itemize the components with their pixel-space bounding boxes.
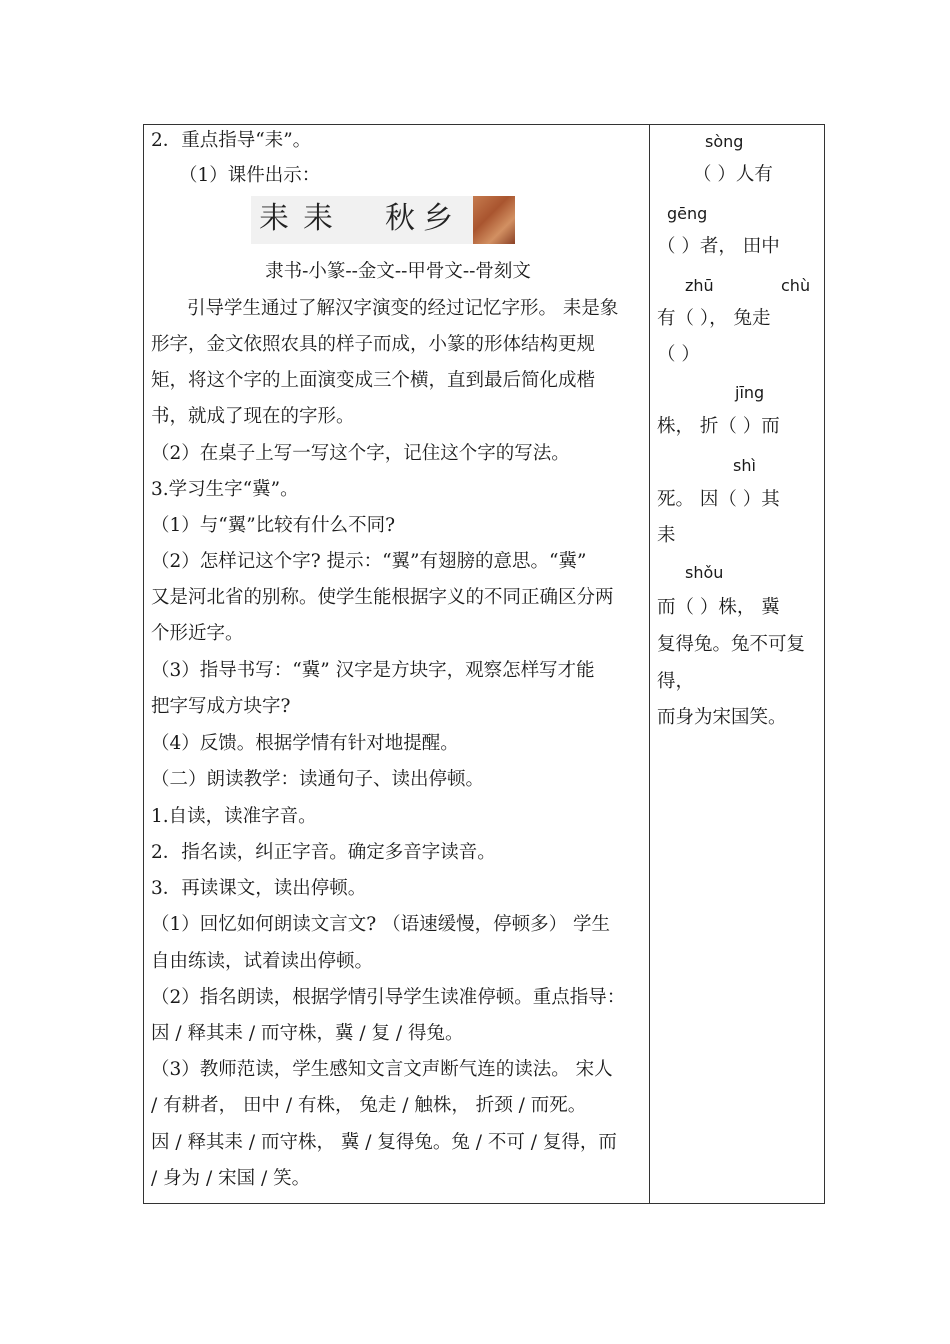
pinyin-zhu: zhū — [685, 276, 714, 295]
pinyin-geng: gēng — [667, 204, 708, 223]
reading-3-line: （3）教师范读，学生感知文言文声断气连的读法。 宋人 — [151, 1059, 613, 1080]
question-2-line: 又是河北省的别称。使学生能根据字义的不同正确区分两 — [151, 587, 614, 608]
reading-2-line: 因 / 释其耒 / 而守株，冀 / 复 / 得兔。 — [151, 1023, 464, 1044]
bone-inscription-image — [473, 196, 515, 244]
reading-2-line: （2）指名朗读，根据学情引导学生读准停顿。重点指导： — [151, 987, 626, 1008]
pinyin-song: sòng — [705, 132, 744, 151]
question-2-line: （2）怎样记这个字? 提示：“翼”有翅膀的意思。“冀” — [151, 551, 587, 572]
lesson-table — [143, 124, 825, 1204]
glyph-seal: 耒 — [303, 201, 333, 236]
section-3-heading: 3.学习生字“冀”。 — [151, 479, 299, 500]
reading-1-line: （1）回忆如何朗读文言文? （语速缓慢，停顿多） 学生 — [151, 914, 610, 935]
exercise-line: 耒 — [657, 525, 676, 546]
exercise-line: 株， 折（ ）而 — [657, 416, 780, 437]
reading-3-line: / 有耕者， 田中 / 有株， 兔走 / 触株， 折颈 / 而死。 — [151, 1095, 587, 1116]
exercise-line: （ ） — [657, 344, 700, 365]
reading-1-line: 自由练读，试着读出停顿。 — [151, 951, 374, 972]
step-3: 3．再读课文，读出停顿。 — [151, 878, 367, 899]
question-3-line: 把字写成方块字? — [151, 696, 291, 717]
paragraph-line: 引导学生通过了解汉字演变的经过记忆字形。 耒是象 — [187, 298, 619, 319]
reading-3-line: 因 / 释其耒 / 而守株， 冀 / 复得兔。兔 / 不可 / 复得，而 — [151, 1132, 617, 1153]
paragraph-line: 书，就成了现在的字形。 — [151, 406, 355, 427]
pinyin-jing: jīng — [735, 383, 765, 402]
heading-key-character: 2．重点指导“耒”。 — [151, 130, 312, 151]
reading-3-line: / 身为 / 宋国 / 笑。 — [151, 1168, 311, 1189]
question-1: （1）与“翼”比较有什么不同? — [151, 515, 396, 536]
part-2-heading: （二）朗读教学：读通句子、读出停顿。 — [151, 769, 485, 790]
paragraph-line: 矩，将这个字的上面演变成三个横，直到最后简化成楷 — [151, 370, 596, 391]
exercise-line: 而（ ）株， 冀 — [657, 597, 780, 618]
glyph-oracle: 乡 — [423, 201, 453, 236]
paragraph-line: 形字，金文依照农具的样子而成，小篆的形体结构更规 — [151, 334, 596, 355]
pinyin-shi: shì — [733, 456, 756, 475]
pinyin-shou: shǒu — [685, 563, 724, 582]
exercise-line: 死。 因（ ）其 — [657, 489, 780, 510]
item-write-on-desk: （2）在桌子上写一写这个字，记住这个字的写法。 — [151, 443, 570, 464]
pinyin-chu: chù — [781, 276, 811, 295]
item-courseware: （1）课件出示： — [179, 165, 321, 186]
figure-caption: 隶书-小篆--金文--甲骨文--骨刻文 — [265, 261, 531, 282]
character-evolution-figure — [251, 196, 515, 244]
exercise-line: 复得兔。兔不可复 — [657, 634, 806, 655]
step-1: 1.自读，读准字音。 — [151, 806, 317, 827]
exercise-line: （ ）者， 田中 — [657, 236, 780, 257]
question-3-line: （3）指导书写：“冀” 汉字是方块字，观察怎样写才能 — [151, 660, 595, 681]
step-2: 2．指名读，纠正字音。确定多音字读音。 — [151, 842, 496, 863]
glyph-clerical: 耒 — [259, 201, 289, 236]
exercise-line: 得， — [657, 671, 695, 692]
exercise-line: 而身为宋国笑。 — [657, 707, 787, 728]
exercise-line: （ ）人有 — [693, 164, 773, 185]
exercise-line: 有（ ）， 兔走 — [657, 308, 771, 329]
question-4: （4）反馈。根据学情有针对地提醒。 — [151, 733, 459, 754]
question-2-line: 个形近字。 — [151, 623, 244, 644]
column-divider — [649, 125, 650, 1203]
glyph-bronze: 秋 — [385, 201, 415, 236]
